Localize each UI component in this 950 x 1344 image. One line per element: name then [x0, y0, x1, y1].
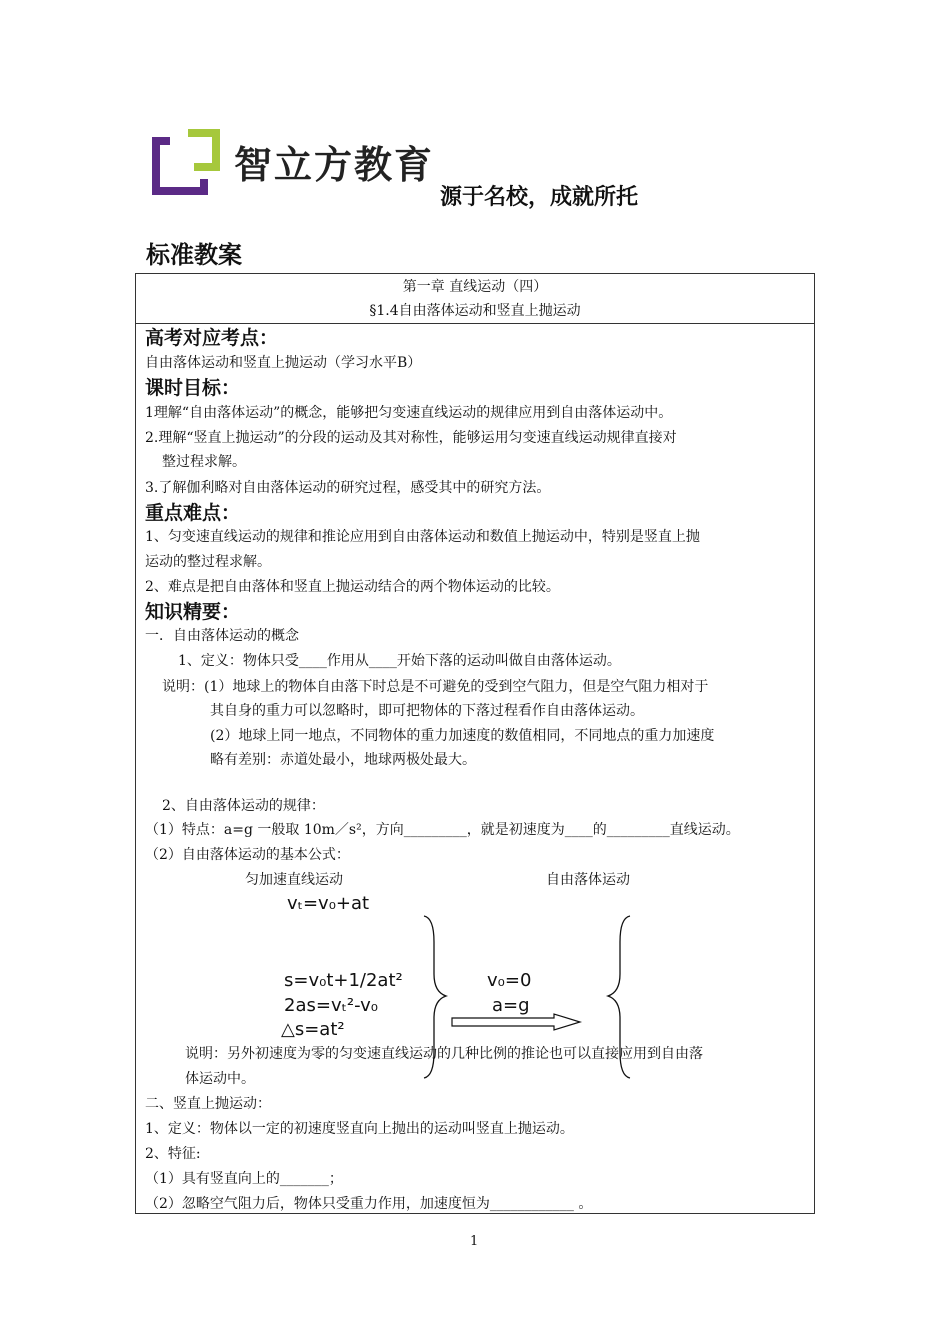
- objective-line: 整过程求解。: [162, 454, 246, 470]
- knowledge-line: 略有差别：赤道处最小，地球两极处最大。: [210, 752, 476, 768]
- page-number: 1: [470, 1234, 479, 1249]
- divider: [135, 323, 815, 324]
- knowledge-line: （2）自由落体运动的基本公式：: [145, 847, 350, 863]
- knowledge-line: (2）地球上同一地点，不同物体的重力加速度的数值相同，不同地点的重力加速度: [210, 728, 715, 744]
- knowledge-line: 其自身的重力可以忽略时，即可把物体的下落过程看作自由落体运动。: [210, 703, 644, 719]
- slogan: 源于名校，成就所托: [440, 185, 639, 210]
- formula-velocity-displacement: 2as=vₜ²-v₀: [284, 995, 378, 1016]
- knowledge-line: 1、定义：物体只受____作用从____开始下落的运动叫做自由落体运动。: [178, 653, 621, 669]
- note-line: 说明：另外初速度为零的匀变速直线运动的几种比例的推论也可以直接应用到自由落: [185, 1046, 703, 1062]
- objective-line: 1理解“自由落体运动”的概念，能够把匀变速直线运动的规律应用到自由落体运动中。: [145, 405, 673, 421]
- objective-line: 2.理解“竖直上抛运动”的分段的运动及其对称性，能够运用匀变速直线运动规律直接对: [145, 430, 677, 446]
- condition-v0: v₀=0: [487, 970, 532, 991]
- arrow-right-icon: [450, 1012, 584, 1032]
- knowledge-line: （1）特点：a=g 一般取 10m／s²，方向_________，就是初速度为____的_________直线运动。: [145, 822, 740, 838]
- chapter-title: 第一章 直线运动（四）: [402, 279, 548, 295]
- column-label-right: 自由落体运动: [546, 872, 630, 888]
- logo-mark-icon: [148, 127, 224, 197]
- difficulty-line: 2、难点是把自由落体和竖直上抛运动结合的两个物体运动的比较。: [145, 579, 560, 595]
- formula-delta-s: △s=at²: [281, 1019, 345, 1040]
- difficulty-line: 1、匀变速直线运动的规律和推论应用到自由落体运动和数值上抛运动中，特别是竖直上抛: [145, 529, 700, 545]
- knowledge-line: 2、自由落体运动的规律：: [162, 798, 325, 814]
- logo-text: 智立方教育: [234, 143, 435, 187]
- knowledge-line: （2）忽略空气阻力后，物体只受重力作用，加速度恒为____________ 。: [145, 1196, 593, 1212]
- note-line: 体运动中。: [185, 1071, 255, 1087]
- difficulties-heading: 重点难点：: [145, 502, 241, 524]
- knowledge-heading: 知识精要：: [145, 601, 241, 623]
- section-title: §1.4自由落体运动和竖直上抛运动: [369, 303, 581, 319]
- exam-points-text: 自由落体运动和竖直上抛运动（学习水平B）: [145, 355, 422, 371]
- knowledge-line: （1）具有竖直向上的_______；: [145, 1171, 343, 1187]
- condition-a: a=g: [492, 995, 530, 1016]
- knowledge-line: 说明：(1）地球上的物体自由落下时总是不可避免的受到空气阻力，但是空气阻力相对于: [162, 679, 709, 695]
- column-label-left: 匀加速直线运动: [245, 872, 343, 888]
- exam-points-heading: 高考对应考点：: [145, 327, 279, 349]
- knowledge-line: 1、定义：物体以一定的初速度竖直向上抛出的运动叫竖直上抛运动。: [145, 1121, 574, 1137]
- knowledge-line: 一．自由落体运动的概念: [145, 628, 299, 644]
- difficulty-line: 运动的整过程求解。: [145, 554, 271, 570]
- objectives-heading: 课时目标：: [145, 377, 241, 399]
- objective-line: 3.了解伽利略对自由落体运动的研究过程，感受其中的研究方法。: [145, 480, 551, 496]
- knowledge-line: 二、竖直上抛运动：: [145, 1096, 271, 1112]
- knowledge-line: 2、特征:: [145, 1146, 201, 1162]
- doc-type-title: 标准教案: [146, 241, 242, 269]
- formula-displacement: s=v₀t+1/2at²: [284, 970, 403, 991]
- formula-velocity: vₜ=v₀+at: [287, 893, 370, 914]
